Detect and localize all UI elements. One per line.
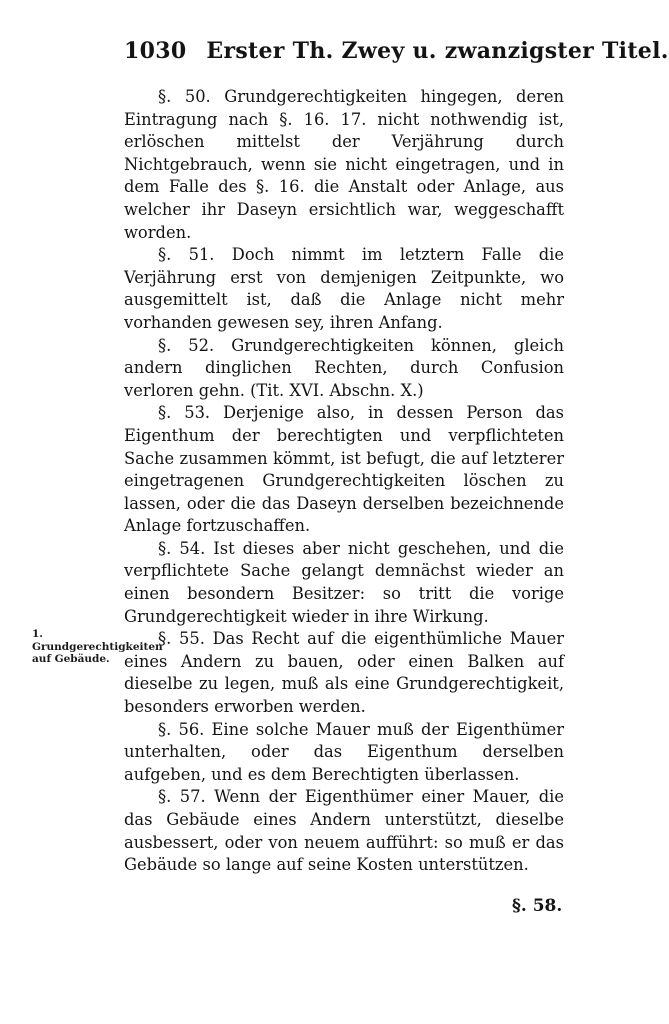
running-title: Erster Th. Zwey u. zwanzigster Titel. bbox=[206, 38, 669, 64]
page-number: 1030 bbox=[124, 38, 187, 64]
paragraph-51: §. 51. Doch nimmt im letztern Falle die Verjährung erst von demjenigen Zeitpunkte, wo ausgemittelt ist, daß die Anlage nicht mehr vorhanden gewesen sey, ihren Anfang. bbox=[124, 245, 564, 332]
paragraph-56: §. 56. Eine solche Mauer muß der Eigenthümer unterhalten, oder das Eigenthum derselben aufgeben, und es dem Berechtigten überlassen. bbox=[124, 719, 564, 784]
paragraph-54: §. 54. Ist dieses aber nicht geschehen, und die verpflichtete Sache gelangt demnächst wieder an einen besondern Besitzer: so tritt die vorige Grundgerechtigkeit wieder in ihre Wirkung. bbox=[124, 538, 564, 626]
paragraph-53: §. 53. Derjenige also, in dessen Person das Eigenthum der berechtigten und verpflichteten Sache zusammen kömmt, ist befugt, die auf letzterer eingetragenen Grundgerechtigkeiten löschen zu lassen, oder die das Daseyn derselben bezeichnende Anlage fortzuschaffen. bbox=[124, 403, 564, 536]
paragraph-52: §. 52. Grundgerechtigkeiten können, gleich andern dinglichen Rechten, durch Confusion verloren gehn. (Tit. XVI. Abschn. X.) bbox=[124, 335, 564, 400]
text-body bbox=[124, 86, 564, 877]
paragraph-57: §. 57. Wenn der Eigenthümer einer Mauer, die das Gebäude eines Andern unterstützt, dieselbe ausbessert, oder von neuem aufführt: so muß er das Gebäude so lange auf seine Kosten unterstützen. bbox=[124, 787, 564, 875]
page-header bbox=[124, 38, 669, 64]
catchword: §. 58. bbox=[512, 896, 563, 916]
paragraph-55: §. 55. Das Recht auf die eigenthümliche Mauer eines Andern zu bauen, oder einen Balken auf dieselbe zu legen, muß als eine Grundgerechtigkeit, besonders erworben werden. bbox=[124, 629, 564, 717]
paragraph-50: §. 50. Grundgerechtigkeiten hingegen, deren Eintragung nach §. 16. 17. nicht nothwendig ist, erlöschen mittelst der Verjährung durch Nichtgebrauch, wenn sie nicht eingetragen, und in dem Falle des §. 16. die Anstalt oder Anlage, aus welcher ihr Daseyn ersichtlich war, weggeschafft worden. bbox=[124, 87, 564, 242]
margin-note: 1. Grundgerechtigkeiten auf Gebäude. bbox=[32, 628, 163, 665]
